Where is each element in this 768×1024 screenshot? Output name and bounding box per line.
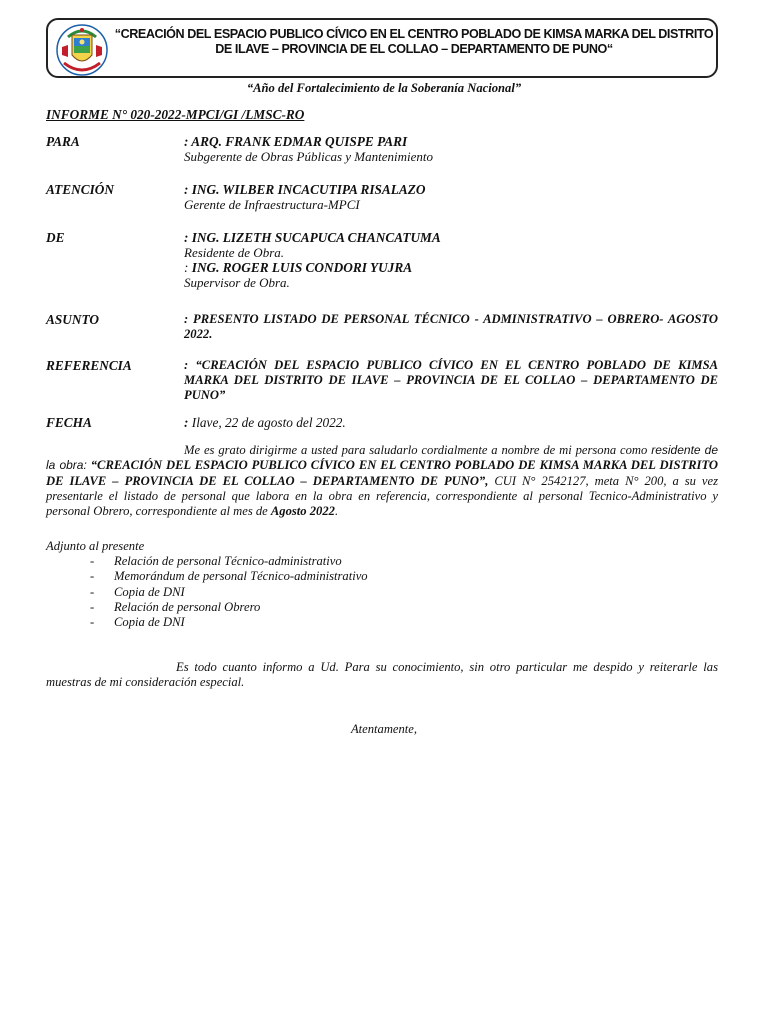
atencion-value xyxy=(184,182,718,212)
p2-text: Es todo cuanto informo a Ud. Para su conocimiento, sin otro particular me despido y reiterarle las muestras de mi consideración especial. xyxy=(46,660,718,690)
para-name: : ARQ. FRANK EDMAR QUISPE PARI xyxy=(184,134,408,149)
municipal-coat-of-arms-icon xyxy=(54,23,110,77)
body-paragraph-2 xyxy=(46,660,718,691)
p1-details: CUI N° 2542127, meta N° 200, a su vez presentarle el listado de personal que labora en la obra en referencia, correspondiente al personal Tecnico-Administrativo y personal Obrero, correspondiente al mes de xyxy=(46,473,719,519)
fecha-prefix: : xyxy=(184,415,192,430)
enclosure-text: Copia de DNI xyxy=(114,615,185,630)
de-name-2-prefix: : xyxy=(184,260,192,275)
p1-residente: residente de la obra: xyxy=(46,443,718,473)
para-role: Subgerente de Obras Públicas y Mantenimiento xyxy=(184,149,433,164)
list-item: - Copia de DNI xyxy=(90,584,185,599)
enclosure-text: Relación de personal Técnico-administrativo xyxy=(114,554,342,568)
de-value xyxy=(184,230,718,290)
de-role-1: Residente de Obra. xyxy=(184,245,285,260)
list-item: - Relación de personal Técnico-administrativo xyxy=(90,554,342,568)
de-name-1: : ING. LIZETH SUCAPUCA CHANCATUMA xyxy=(184,230,441,245)
de-name-2-line xyxy=(184,260,718,275)
de-label: DE xyxy=(46,230,65,245)
body-paragraph-1 xyxy=(46,443,718,519)
fecha-value xyxy=(184,415,718,430)
enclosure-text: Relación de personal Obrero xyxy=(114,599,261,614)
list-item: - Copia de DNI xyxy=(90,615,185,630)
atencion-name: : ING. WILBER INCACUTIPA RISALAZO xyxy=(184,182,426,197)
letterhead-box xyxy=(46,18,718,78)
para-value xyxy=(184,134,718,164)
asunto-label: ASUNTO xyxy=(46,312,99,327)
p1-month: Agosto 2022 xyxy=(270,504,335,519)
report-number: INFORME N° 020-2022-MPCI/GI /LMSC-RO xyxy=(46,107,305,122)
p1-end: . xyxy=(334,504,339,519)
fecha-label: FECHA xyxy=(46,415,92,430)
asunto-value: : PRESENTO LISTADO DE PERSONAL TÉCNICO - ADMINISTRATIVO – OBRERO- AGOSTO 2022. xyxy=(184,312,718,341)
fecha-date: Ilave, 22 de agosto del 2022. xyxy=(191,415,346,430)
atencion-role: Gerente de Infraestructura-MPCI xyxy=(184,197,360,212)
atencion-label: ATENCIÓN xyxy=(46,182,114,197)
de-role-2: Supervisor de Obra. xyxy=(184,275,290,290)
p1-project-name: “CREACIÓN DEL ESPACIO PUBLICO CÍVICO EN EL CENTRO POBLADO DE KIMSA MARKA DEL DISTRITO DE ILAVE – PROVINCIA DE EL COLLAO – DEPARTAMENTO DE PUNO”, xyxy=(46,458,719,488)
de-name-2: ING. ROGER LUIS CONDORI YUJRA xyxy=(191,260,413,275)
referencia-value: : “CREACIÓN DEL ESPACIO PUBLICO CÍVICO EN EL CENTRO POBLADO DE KIMSA MARKA DEL DISTRITO DE ILAVE – PROVINCIA DE EL COLLAO – DEPARTAMENTO DE PUNO” xyxy=(184,358,718,402)
enclosure-text: Memorándum de personal Técnico-administrativo xyxy=(114,569,368,584)
enclosure-text: Copia de DNI xyxy=(114,584,185,599)
list-item: - Memorándum de personal Técnico-administrativo xyxy=(90,569,368,584)
p1-intro: Me es grato dirigirme a usted para saludarlo cordialmente a nombre de mi persona como xyxy=(184,443,648,457)
enclosures-title: Adjunto al presente xyxy=(46,539,145,553)
para-label: PARA xyxy=(46,134,80,149)
year-motto: “Año del Fortalecimiento de la Soberanía Nacional” xyxy=(246,81,522,95)
list-item: - Relación de personal Obrero xyxy=(90,599,261,614)
closing-salutation: Atentamente, xyxy=(350,722,418,736)
referencia-label: REFERENCIA xyxy=(46,358,132,373)
project-title: “CREACIÓN DEL ESPACIO PUBLICO CÍVICO EN EL CENTRO POBLADO DE KIMSA MARKA DEL DISTRITO DE ILAVE – PROVINCIA DE EL COLLAO – DEPARTAMENTO DE PUNO“ xyxy=(114,27,714,56)
enclosures-list xyxy=(88,554,368,630)
